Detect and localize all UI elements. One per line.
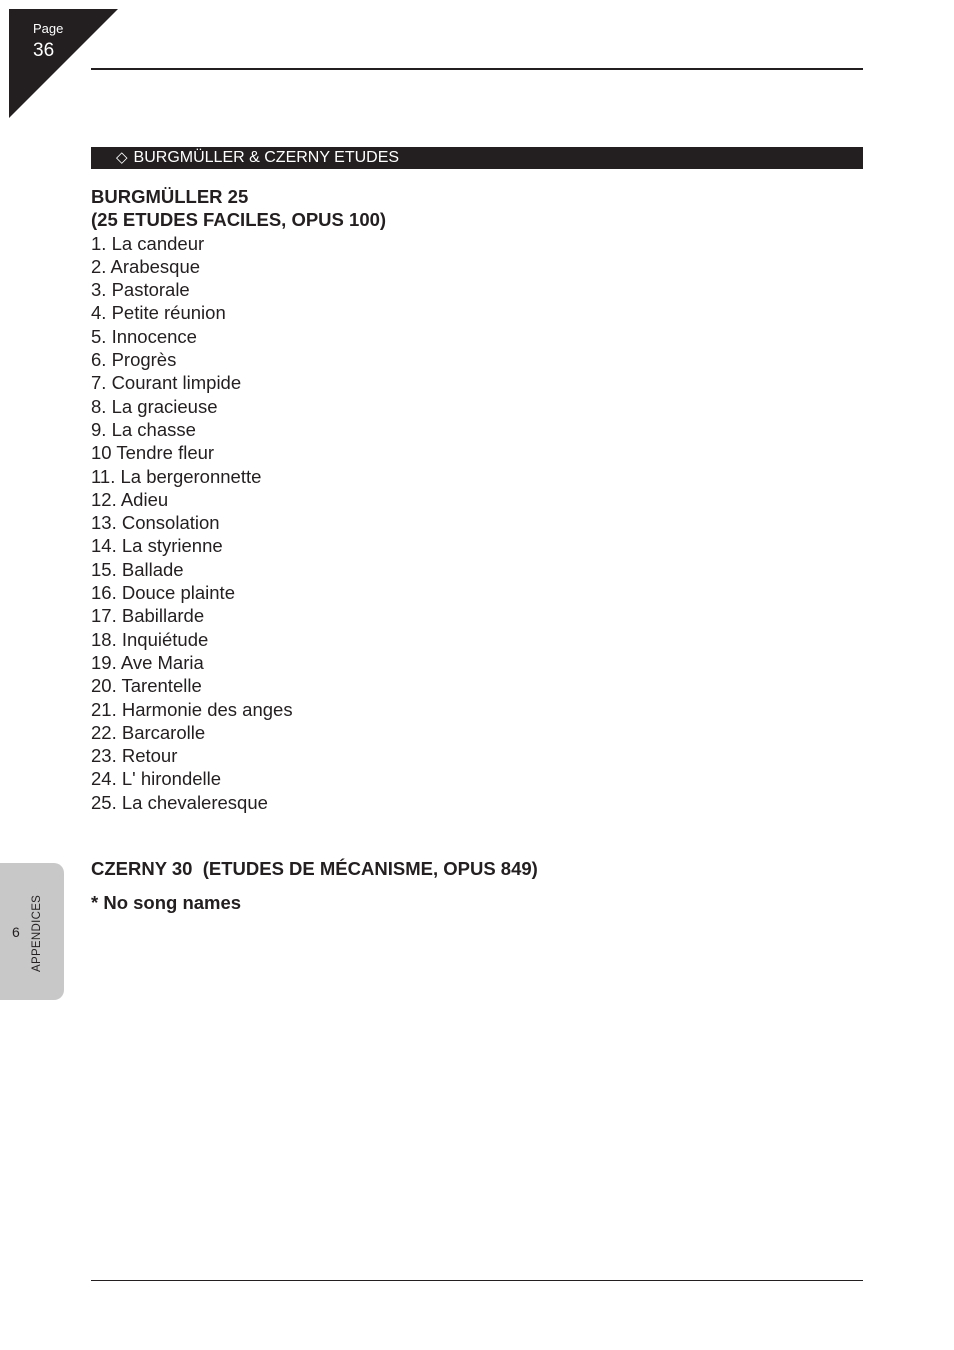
burgmuller-subtitle: (25 ETUDES FACILES, OPUS 100) (91, 209, 387, 231)
bottom-divider (91, 1280, 863, 1281)
list-item: 25. La chevaleresque (91, 791, 268, 813)
list-item: 22. Barcarolle (91, 721, 206, 743)
list-item: 7. Courant limpide (91, 372, 242, 394)
list-item: 18. Inquiétude (91, 628, 209, 650)
burgmuller-section (91, 185, 851, 814)
list-item: 13. Consolation (91, 512, 220, 534)
list-item: 4. Petite réunion (91, 302, 226, 324)
list-item: 14. La styrienne (91, 535, 223, 557)
section-title: BURGMÜLLER & CZERNY ETUDES (133, 149, 400, 166)
page-number: 36 (33, 40, 55, 61)
top-divider (91, 68, 863, 70)
list-item: 8. La gracieuse (91, 395, 218, 417)
list-item: 3. Pastorale (91, 279, 190, 301)
list-item: 17. Babillarde (91, 605, 205, 627)
list-item: 20. Tarentelle (91, 675, 202, 697)
chapter-label: APPENDICES (31, 894, 43, 972)
page-corner-triangle (9, 9, 118, 118)
page-label: Page (33, 21, 64, 36)
section-header-bar (91, 147, 863, 169)
list-item: 15. Ballade (91, 558, 184, 580)
list-item: 2. Arabesque (91, 255, 201, 277)
list-item: 16. Douce plainte (91, 582, 235, 604)
diamond-outline-icon: ◇ (116, 149, 128, 166)
list-item: 19. Ave Maria (91, 651, 204, 673)
czerny-title: CZERNY 30 (ETUDES DE MÉCANISME, OPUS 849) (91, 858, 538, 879)
etude-list (91, 232, 851, 814)
list-item: 23. Retour (91, 745, 178, 767)
list-item: 21. Harmonie des anges (91, 698, 293, 720)
czerny-note: * No song names (91, 892, 242, 913)
list-item: 6. Progrès (91, 349, 177, 371)
list-item: 24. L' hirondelle (91, 768, 222, 790)
chapter-number: 6 (12, 924, 20, 940)
list-item: 12. Adieu (91, 488, 169, 510)
list-item: 5. Innocence (91, 325, 197, 347)
list-item: 11. La bergeronnette (91, 465, 262, 487)
burgmuller-title: BURGMÜLLER 25 (91, 186, 249, 207)
list-item: 9. La chasse (91, 418, 196, 440)
list-item: 10 Tendre fleur (91, 442, 215, 464)
list-item: 1. La candeur (91, 232, 205, 254)
